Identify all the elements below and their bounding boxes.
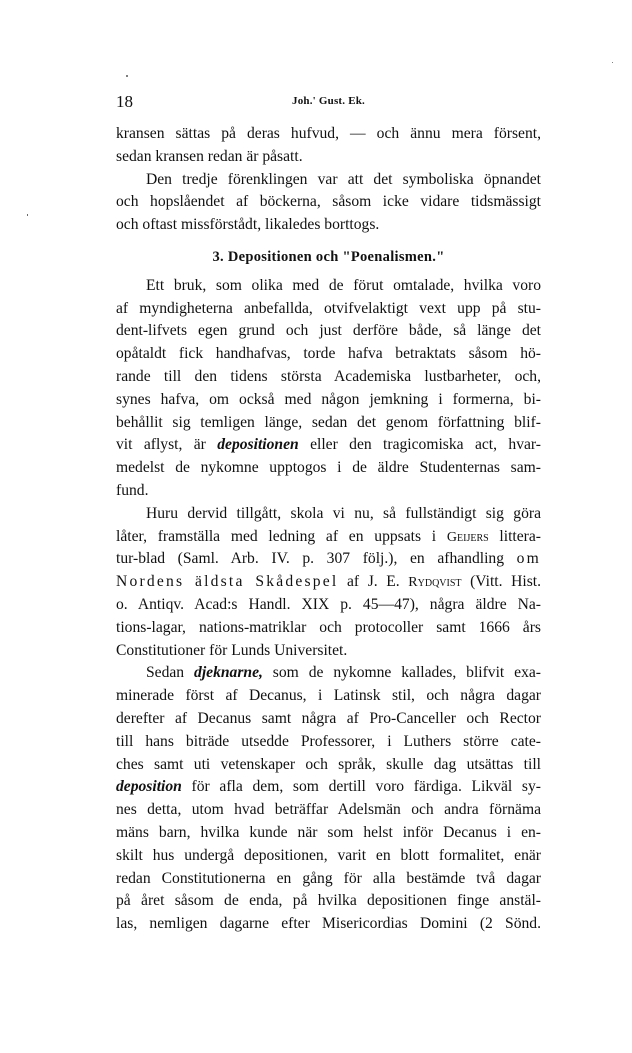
spaced-text: om: [516, 550, 541, 568]
text-line: [116, 526, 541, 549]
text-run: eller den tragicomiska act, hvar-: [298, 436, 541, 454]
text-run: låter, framställa med ledning af en uppsats i: [116, 527, 437, 545]
text-line: till hans biträde utsedde Professorer, i Luthers större cate-: [116, 732, 541, 750]
text-line: skilt hus undergå depositionen, varit en blott formalitet, enär: [116, 846, 541, 864]
text-run: (Vitt. Hist.: [461, 573, 541, 591]
text-line: och hopslåendet af böckerna, såsom icke vidare tidsmässigt: [116, 193, 541, 211]
text-line: redan Constitutionerna en gång för alla bestämde två dagar: [116, 869, 541, 887]
text-line: [116, 434, 541, 457]
text-run: som de nykomne kallades, blifvit exa-: [262, 664, 541, 682]
text-line: Huru dervid tillgått, skola vi nu, så fullständigt sig göra: [146, 504, 541, 522]
author-name: Geijers: [446, 529, 489, 545]
text-line: Den tredje förenklingen var att det symboliska öpnandet: [146, 170, 541, 188]
text-line: las, nemligen dagarne efter Misericordias Domini (2 Sönd.: [116, 915, 541, 933]
text-line: och oftast missförstådt, likaledes borttogs.: [116, 216, 380, 234]
text-line: [116, 548, 541, 571]
author-name: Rydqvist: [408, 575, 462, 591]
page-header: [116, 92, 541, 112]
paper-speck: [126, 75, 128, 77]
text-run: vit aflyst, är: [116, 436, 206, 454]
text-run: littera-: [488, 527, 541, 545]
text-line: dent-lifvets egen grund och just derföre både, så länge det: [116, 322, 541, 340]
text-run: Sedan: [146, 664, 185, 682]
italic-term: depositionen: [217, 436, 299, 454]
text-line: Constitutioner för Lunds Universitet.: [116, 641, 348, 659]
text-line: på året såsom de enda, på hvilka depositionen finge anstäl-: [116, 892, 541, 910]
paper-speck: [612, 62, 613, 63]
text-line: [116, 662, 541, 685]
text-line: tions-lagar, nations-matriklar och protocoller samt 1666 års: [116, 618, 541, 636]
text-line: behållit sig temligen länge, sedan det genom författning blif-: [116, 413, 541, 431]
text-run: för afla dem, som dertill voro färdiga. Likväl sy-: [181, 778, 541, 796]
text-line: o. Antiqv. Acad:s Handl. XIX p. 45—47), några äldre Na-: [116, 595, 541, 613]
section-heading: 3. Depositionen och "Poenalismen.": [212, 248, 445, 265]
text-line: derefter af Decanus samt några af Pro-Canceller och Rector: [116, 709, 541, 727]
italic-term: deposition: [116, 778, 182, 796]
text-line: minerade först af Decanus, i Latinsk stil, och några dagar: [116, 687, 541, 705]
text-line: nes detta, utom hvad beträffar Adelsmän och andra förnäma: [116, 801, 541, 819]
text-line: Ett bruk, som olika med de förut omtalade, hvilka voro: [146, 276, 541, 294]
text-run: af J. E.: [347, 573, 400, 591]
text-line: ches samt uti vetenskaper och språk, skulle dag utsättas till: [116, 755, 541, 773]
running-head: Joh.' Gust. Ek.: [292, 95, 365, 107]
text-line: fund.: [116, 481, 149, 499]
text-line: [116, 776, 541, 799]
text-line: sedan kransen redan är påsatt.: [116, 147, 303, 165]
text-line: kransen sättas på deras hufvud, — och ännu mera försent,: [116, 125, 541, 142]
text-line: af myndigheterna anbefallda, otvifvelaktigt vext upp på stu-: [116, 299, 541, 317]
paper-speck: [27, 214, 28, 216]
text-line: medelst de nykomne upptogos i de äldre Studenternas sam-: [116, 459, 541, 477]
page-number: 18: [116, 92, 133, 111]
text-line: [116, 571, 541, 594]
text-line: mäns barn, hvilka kunde när som helst inför Decanus i en-: [116, 823, 541, 841]
spaced-title: Nordens äldsta Skådespel: [116, 573, 339, 591]
page-body: [116, 123, 541, 936]
text-run: tur-blad (Saml. Arb. IV. p. 307 följ.), en afhandling: [116, 550, 505, 568]
text-line: opåtaldt fick handhafvas, torde hafva betraktats såsom hö-: [116, 345, 541, 363]
text-line: rande till den tidens största Academiska lustbarheter, och,: [116, 367, 541, 385]
italic-term: djeknarne,: [194, 664, 263, 682]
text-line: synes hafva, om också med någon jemkning i formerna, bi-: [116, 390, 541, 408]
